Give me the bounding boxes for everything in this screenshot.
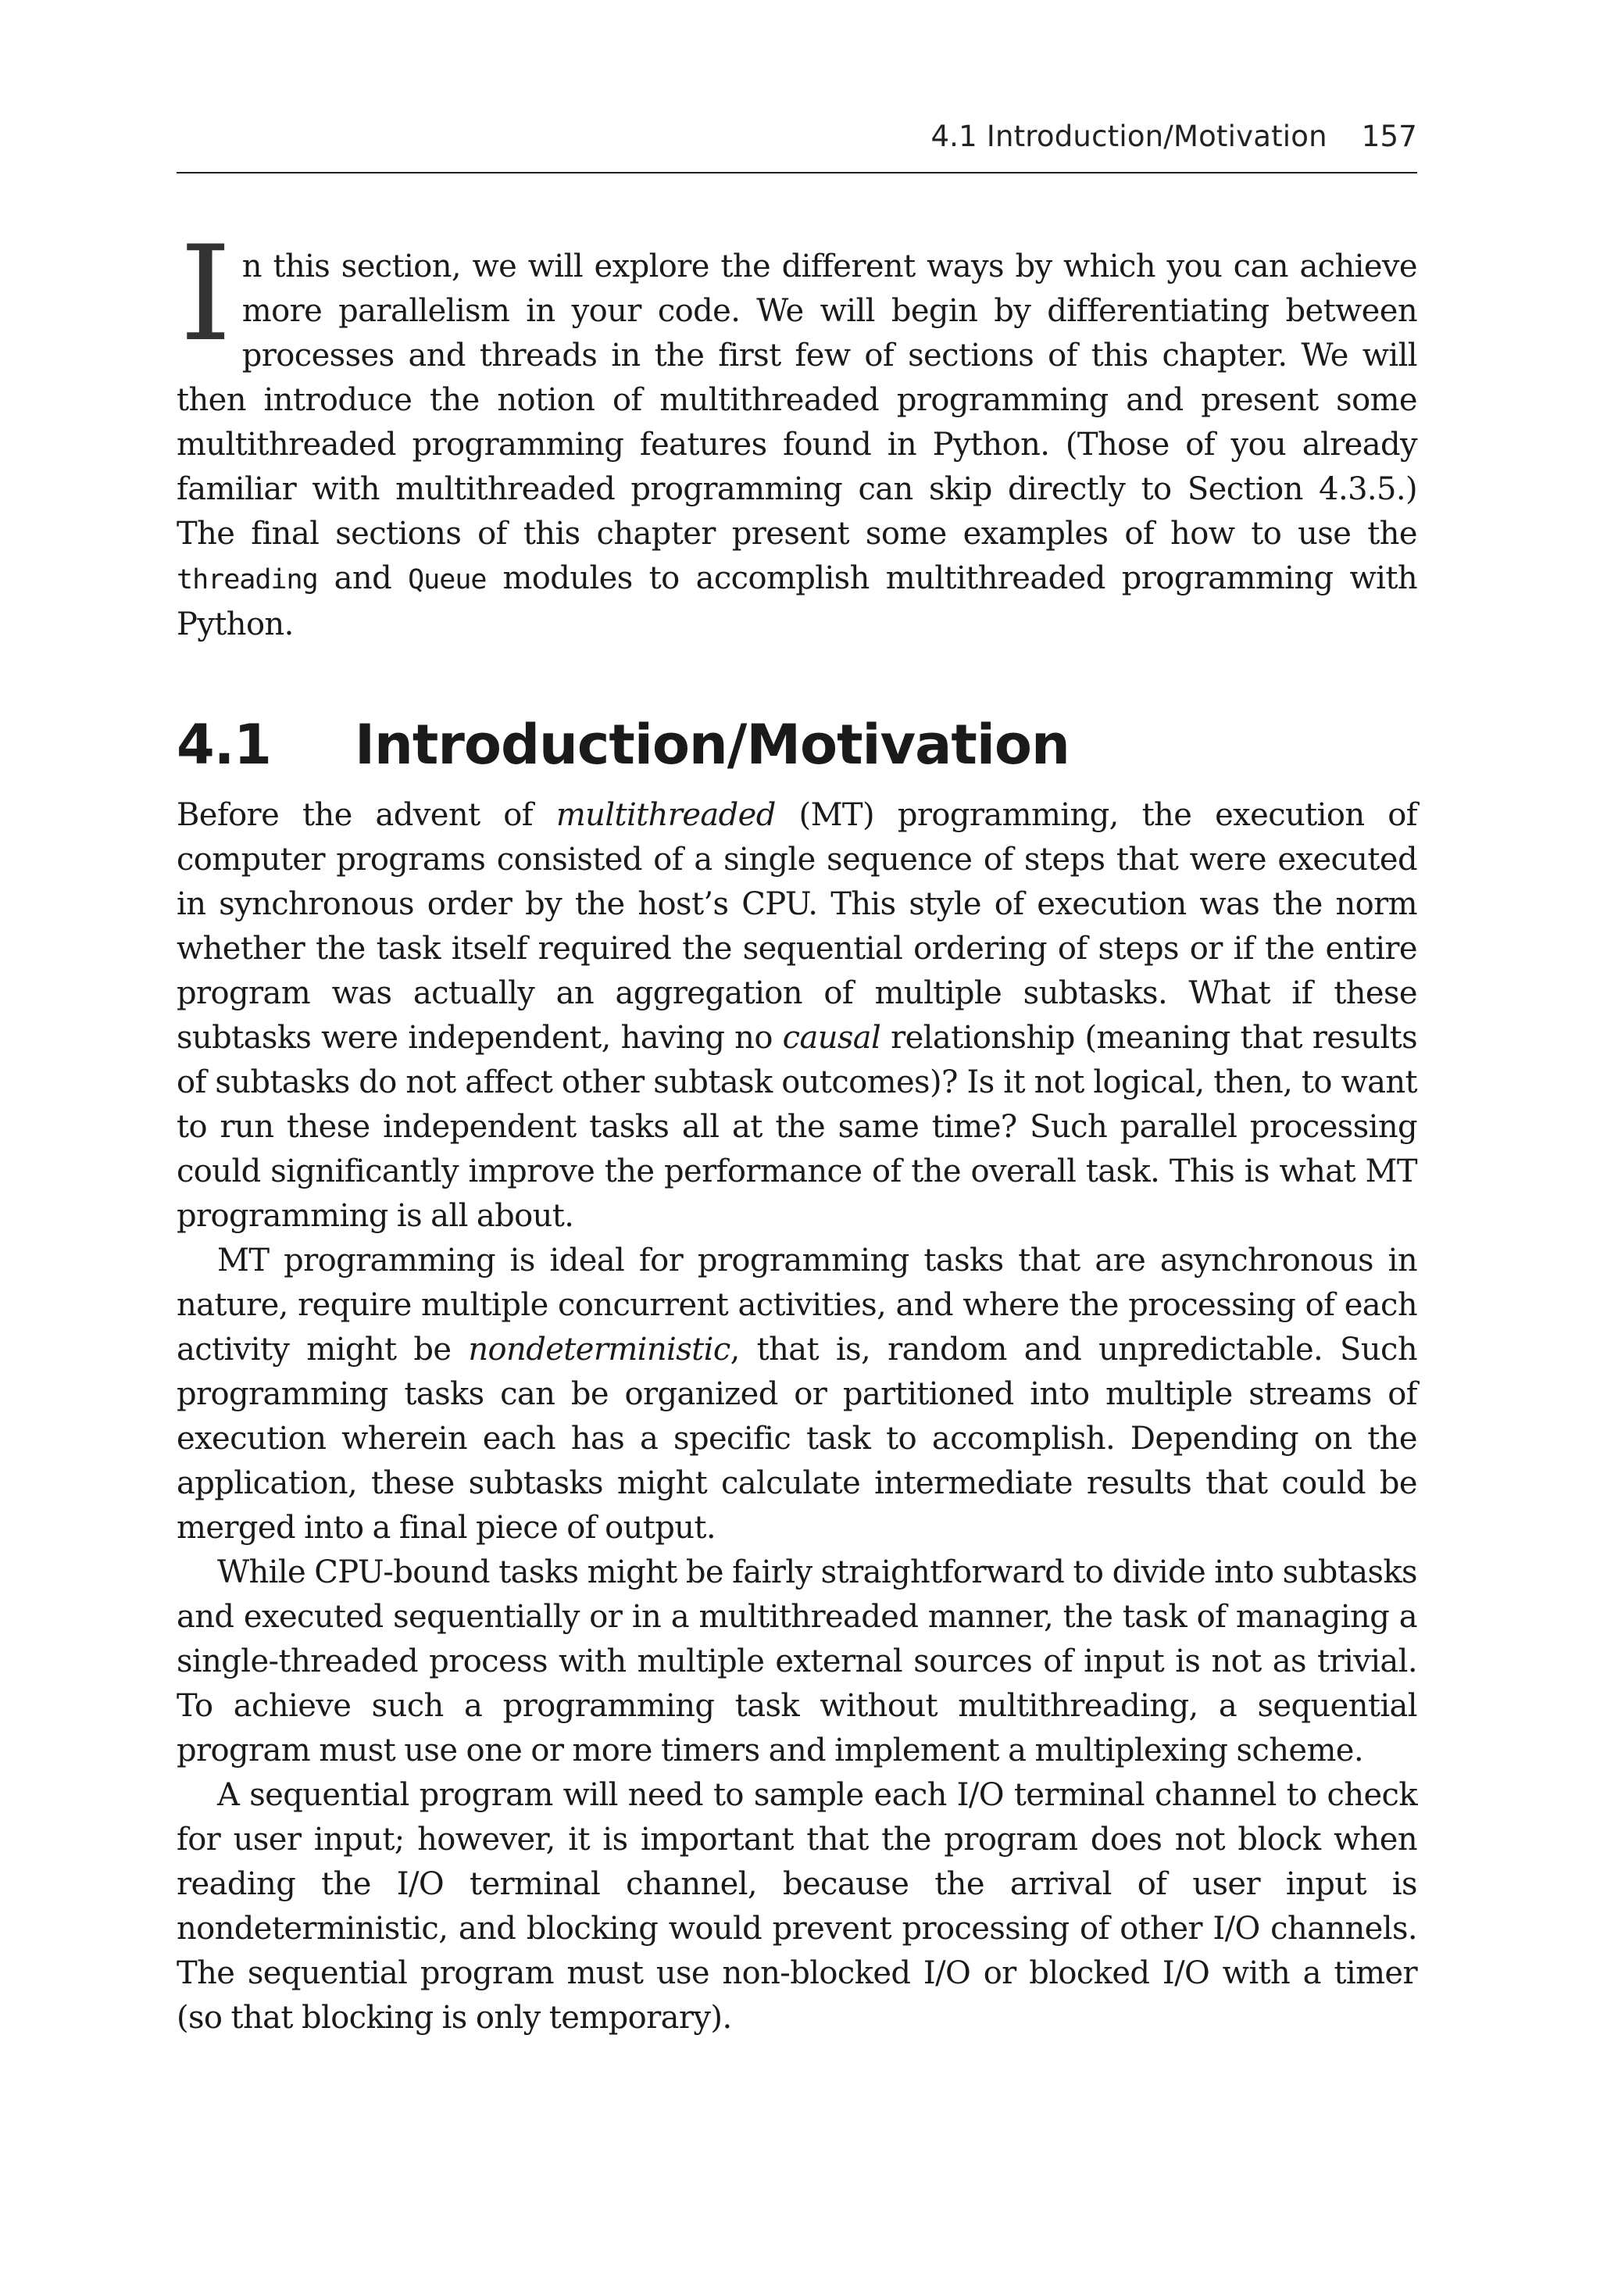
header-rule <box>177 172 1417 173</box>
intro-text-1: n this section, we will explore the different ways by which you can achieve more parallelism in your code. We will begin by differentiating between processes and threads in the first few of sections of this chapter. We will then introduce the notion of multithreaded programming and present some multithreaded programming features found in Python. (Those of you already familiar with multithreaded programming can skip directly to Section 4.3.5.) The final sections of this chapter present some examples of how to use the <box>177 249 1417 552</box>
intro-paragraph <box>177 217 1417 647</box>
p1-text-c: relationship (meaning that results of subtasks do not affect other subtask outcomes)? Is it not logical, then, to want to run these independent tasks all at the same time? Such parallel processing could significantly improve the performance of the overall task. This is what MT programming is all about. <box>177 1020 1417 1234</box>
drop-cap: I <box>180 217 231 370</box>
paragraph-3: While CPU-bound tasks might be fairly straightforward to divide into subtasks and executed sequentially or in a multithreaded manner, the task of managing a single-threaded process with multiple external sources of input is not as trivial. To achieve such a programming task without multithreading, a sequential program must use one or more timers and implement a multiplexing scheme. <box>177 1554 1417 1768</box>
section-heading <box>177 713 1417 776</box>
book-page <box>177 117 1417 2040</box>
paragraph-2 <box>177 1239 1417 1550</box>
intro-text-2: and <box>317 560 409 596</box>
code-queue: Queue <box>408 564 487 595</box>
paragraph-1 <box>177 793 1417 1239</box>
section-title: Introduction/Motivation <box>355 713 1070 777</box>
running-header <box>177 117 1417 156</box>
paragraph-4: A sequential program will need to sample each I/O terminal channel to check for user input; however, it is important that the program does not block when reading the I/O terminal channel, because the arrival of user input is nondeterministic, and blocking would prevent processing of other I/O channels. The sequential program must use non-blocked I/O or blocked I/O with a timer (so that blocking is only temporary). <box>177 1777 1417 2036</box>
p1-text-b: (MT) programming, the execution of computer programs consisted of a single sequence of steps that were executed in synchronous order by the host’s CPU. This style of execution was the norm whether the task itself required the sequential ordering of steps or if the entire program was actually an aggregation of multiple subtasks. What if these subtasks were independent, having no <box>177 797 1417 1056</box>
p1-text-a: Before the advent of <box>177 797 556 833</box>
code-threading: threading <box>177 564 318 595</box>
intro-text-3: modules to accomplish multithreaded programming with Python. <box>177 560 1417 642</box>
p1-em-multithreaded: multithreaded <box>555 797 776 833</box>
p2-text-b: , that is, random and unpredictable. Such programming tasks can be organized or partitioned into multiple streams of execution wherein each has a specific task to accomplish. Depending on the application, these subtasks might calculate intermediate results that could be merged into a final piece of output. <box>177 1332 1417 1546</box>
header-section-ref: 4.1 Introduction/Motivation <box>930 120 1327 153</box>
p2-em-nondeterministic: nondeterministic <box>468 1332 730 1368</box>
page-number: 157 <box>1361 120 1417 153</box>
section-number: 4.1 <box>177 713 272 777</box>
p2-text-a: MT programming is ideal for programming tasks that are asynchronous in nature, require multiple concurrent activities, and where the processing of each activity might be <box>177 1243 1417 1368</box>
p1-em-causal: causal <box>782 1020 881 1056</box>
